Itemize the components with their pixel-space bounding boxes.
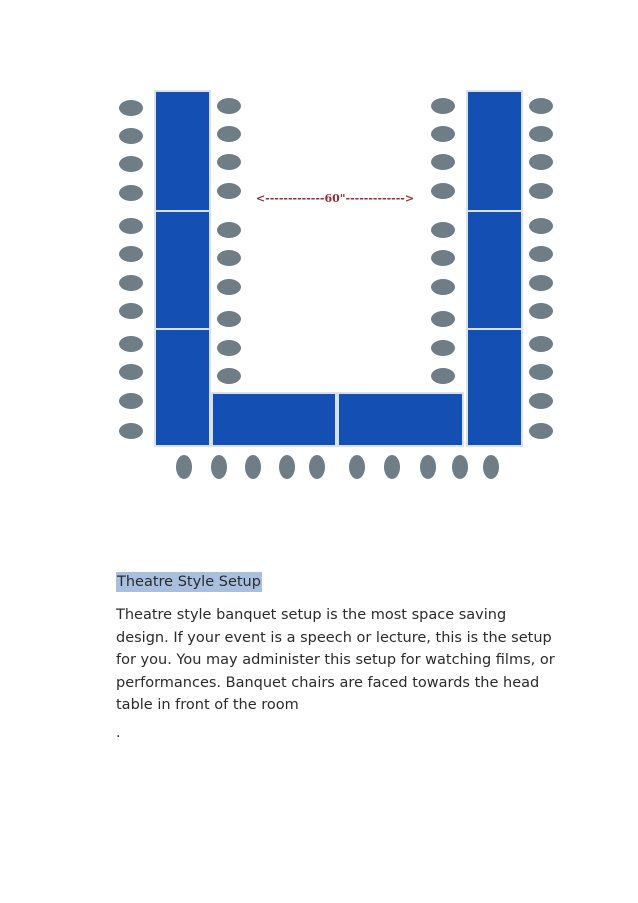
table-bottom-right (338, 393, 463, 446)
chair (431, 98, 455, 114)
chair (119, 423, 143, 439)
section-body: Theatre style banquet setup is the most space saving design. If your event is a speech or lecture, this is the setup for you. You may administer this setup for watching films, or performances. Banquet chairs are faced towards the head table in front of the room (116, 607, 555, 713)
chair (217, 126, 241, 142)
dimension-label: <-------------60"-------------> (255, 192, 415, 205)
chair (119, 303, 143, 319)
chair (119, 336, 143, 352)
chair (176, 455, 192, 479)
table-right-bottom (467, 329, 522, 446)
chair (452, 455, 468, 479)
chair (529, 126, 553, 142)
chairs-outer-left (119, 100, 143, 439)
trailing-period: . (116, 725, 121, 741)
chair (217, 368, 241, 384)
chair (119, 185, 143, 201)
table-left-top (155, 91, 210, 211)
chair (529, 246, 553, 262)
chair (431, 154, 455, 170)
chair (217, 183, 241, 199)
chair (431, 250, 455, 266)
chair (309, 455, 325, 479)
chair (349, 455, 365, 479)
chair (217, 279, 241, 295)
chair (529, 183, 553, 199)
chair (384, 455, 400, 479)
chair (119, 128, 143, 144)
chair (529, 218, 553, 234)
chair (529, 364, 553, 380)
chairs-inner-left (217, 98, 241, 384)
table-right-top (467, 91, 522, 211)
chair (529, 98, 553, 114)
chair (431, 126, 455, 142)
chair (119, 364, 143, 380)
chair (529, 303, 553, 319)
chair (529, 275, 553, 291)
chair (119, 275, 143, 291)
chair (217, 222, 241, 238)
chair (217, 154, 241, 170)
chair (245, 455, 261, 479)
chair (217, 311, 241, 327)
chair (431, 279, 455, 295)
chair (420, 455, 436, 479)
table-left-bottom (155, 329, 210, 446)
chair (119, 246, 143, 262)
chair (431, 222, 455, 238)
chair (431, 340, 455, 356)
chairs-outer-right (529, 98, 553, 439)
chair (431, 368, 455, 384)
chair (483, 455, 499, 479)
chair (217, 250, 241, 266)
chair (119, 100, 143, 116)
section-heading: Theatre Style Setup (117, 574, 261, 590)
chairs-inner-right (431, 98, 455, 384)
table-right-middle (467, 211, 522, 329)
chairs-bottom-row (176, 455, 499, 479)
chair (279, 455, 295, 479)
chair (529, 336, 553, 352)
chair (431, 311, 455, 327)
chair (119, 218, 143, 234)
chair (217, 340, 241, 356)
table-left-middle (155, 211, 210, 329)
chair (529, 154, 553, 170)
chair (431, 183, 455, 199)
chair (529, 393, 553, 409)
chair (119, 393, 143, 409)
chair (529, 423, 553, 439)
chair (217, 98, 241, 114)
chair (119, 156, 143, 172)
table-bottom-left (212, 393, 336, 446)
chair (211, 455, 227, 479)
